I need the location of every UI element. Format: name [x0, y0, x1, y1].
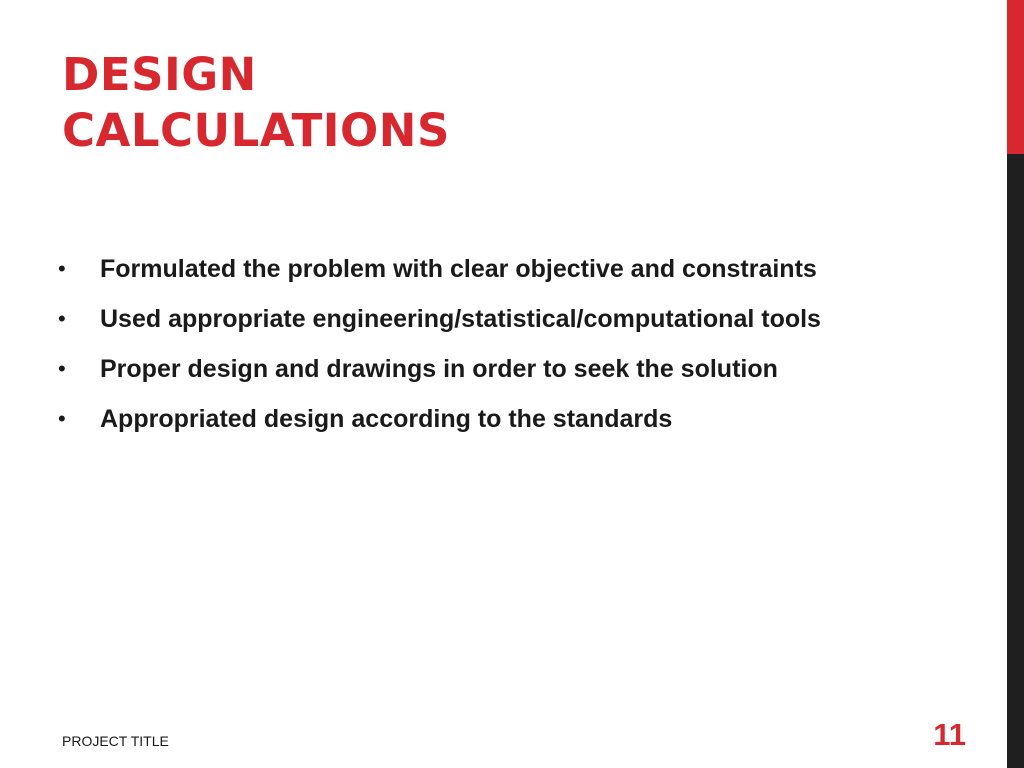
accent-bar-dark: [1007, 154, 1024, 768]
bullet-marker: •: [58, 256, 66, 281]
page-number: 11: [933, 717, 966, 752]
bullet-text: Formulated the problem with clear objective and constraints: [100, 255, 817, 283]
slide-title-line-1: DESIGN: [62, 48, 257, 101]
bullet-item: [56, 352, 906, 386]
accent-bar-red: [1007, 0, 1024, 154]
bullet-item: [56, 402, 906, 436]
bullet-list: [56, 252, 906, 452]
slide-title: [62, 47, 962, 159]
bullet-marker: •: [58, 306, 66, 331]
bullet-item: [56, 252, 906, 286]
bullet-text: Appropriated design according to the standards: [100, 405, 673, 433]
bullet-marker: •: [58, 406, 66, 431]
bullet-text: Proper design and drawings in order to seek the solution: [100, 355, 778, 383]
bullet-item: [56, 302, 906, 336]
bullet-text: Used appropriate engineering/statistical/computational tools: [100, 305, 821, 333]
slide-title-line-2: CALCULATIONS: [62, 104, 450, 157]
bullet-marker: •: [58, 356, 66, 381]
footer-project-title: PROJECT TITLE: [62, 733, 169, 749]
